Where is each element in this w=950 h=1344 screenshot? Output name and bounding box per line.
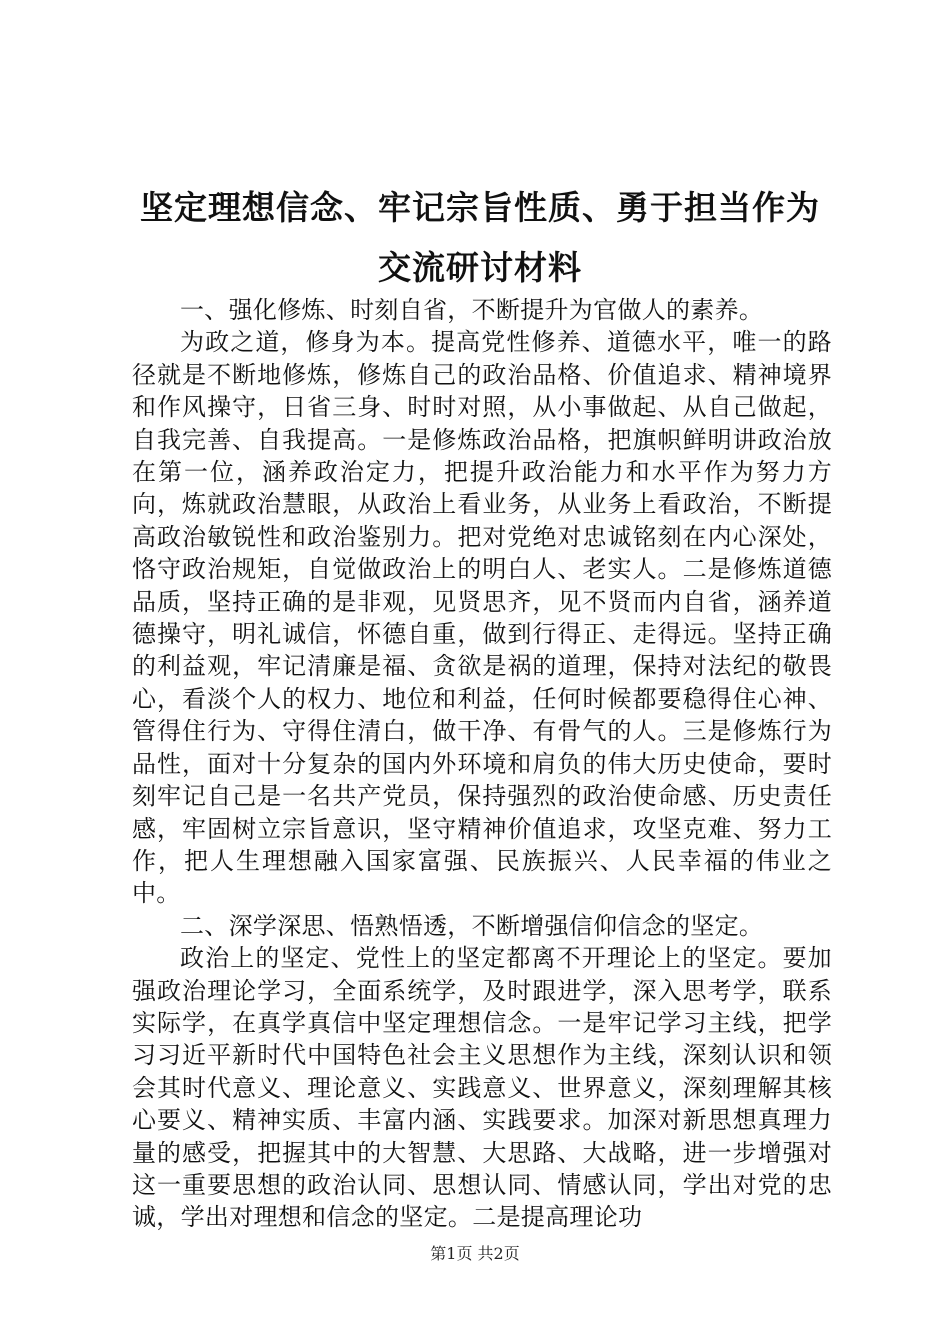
section-heading-1: 一、强化修炼、时刻自省，不断提升为官做人的素养。 (180, 296, 764, 324)
body-paragraph-1: 为政之道，修身为本。提高党性修养、道德水平，唯一的路径就是不断地修炼，修炼自己的政治品格、价值追求、精神境界和作风操守，日省三身、时时对照，从小事做起、从自己做起，自我完善、自我提高。一是修炼政治品格，把旗帜鲜明讲政治放在第一位，涵养政治定力，把提升政治能力和水平作为努力方向，炼就政治慧眼，从政治上看业务，从业务上看政治，不断提高政治敏锐性和政治鉴别力。把对党绝对忠诚铭刻在内心深处，恪守政治规矩，自觉做政治上的明白人、老实人。二是修炼道德品质，坚持正确的是非观，见贤思齐，见不贤而内自省，涵养道德操守，明礼诚信，怀德自重，做到行得正、走得远。坚持正确的利益观，牢记清廉是福、贪欲是祸的道理，保持对法纪的敬畏心，看淡个人的权力、地位和利益，任何时候都要稳得住心神、管得住行为、守得住清白，做干净、有骨气的人。三是修炼行为品性，面对十分复杂的国内外环境和肩负的伟大历史使命，要时刻牢记自己是一名共产党员，保持强烈的政治使命感、历史责任感，牢固树立宗旨意识，坚守精神价值追求，攻坚克难、努力工作，把人生理想融入国家富强、民族振兴、人民幸福的伟业之中。 (132, 328, 832, 908)
page-footer: 第1页 共2页 (430, 1244, 520, 1263)
document-title-line-2: 交流研讨材料 (378, 248, 582, 287)
body-paragraph-2: 政治上的坚定、党性上的坚定都离不开理论上的坚定。要加强政治理论学习，全面系统学，及时跟进学，深入思考学，联系实际学，在真学真信中坚定理想信念。一是牢记学习主线，把学习习近平新时代中国特色社会主义思想作为主线，深刻认识和领会其时代意义、理论意义、实践意义、世界意义，深刻理解其核心要义、精神实质、丰富内涵、实践要求。加深对新思想真理力量的感受，把握其中的大智慧、大思路、大战略，进一步增强对这一重要思想的政治认同、思想认同、情感认同，学出对党的忠诚，学出对理想和信念的坚定。二是提高理论功 (132, 944, 832, 1232)
document-title-line-1: 坚定理想信念、牢记宗旨性质、勇于担当作为 (140, 188, 820, 227)
section-heading-2: 二、深学深思、悟熟悟透，不断增强信仰信念的坚定。 (180, 911, 764, 940)
document-body (132, 294, 832, 1234)
